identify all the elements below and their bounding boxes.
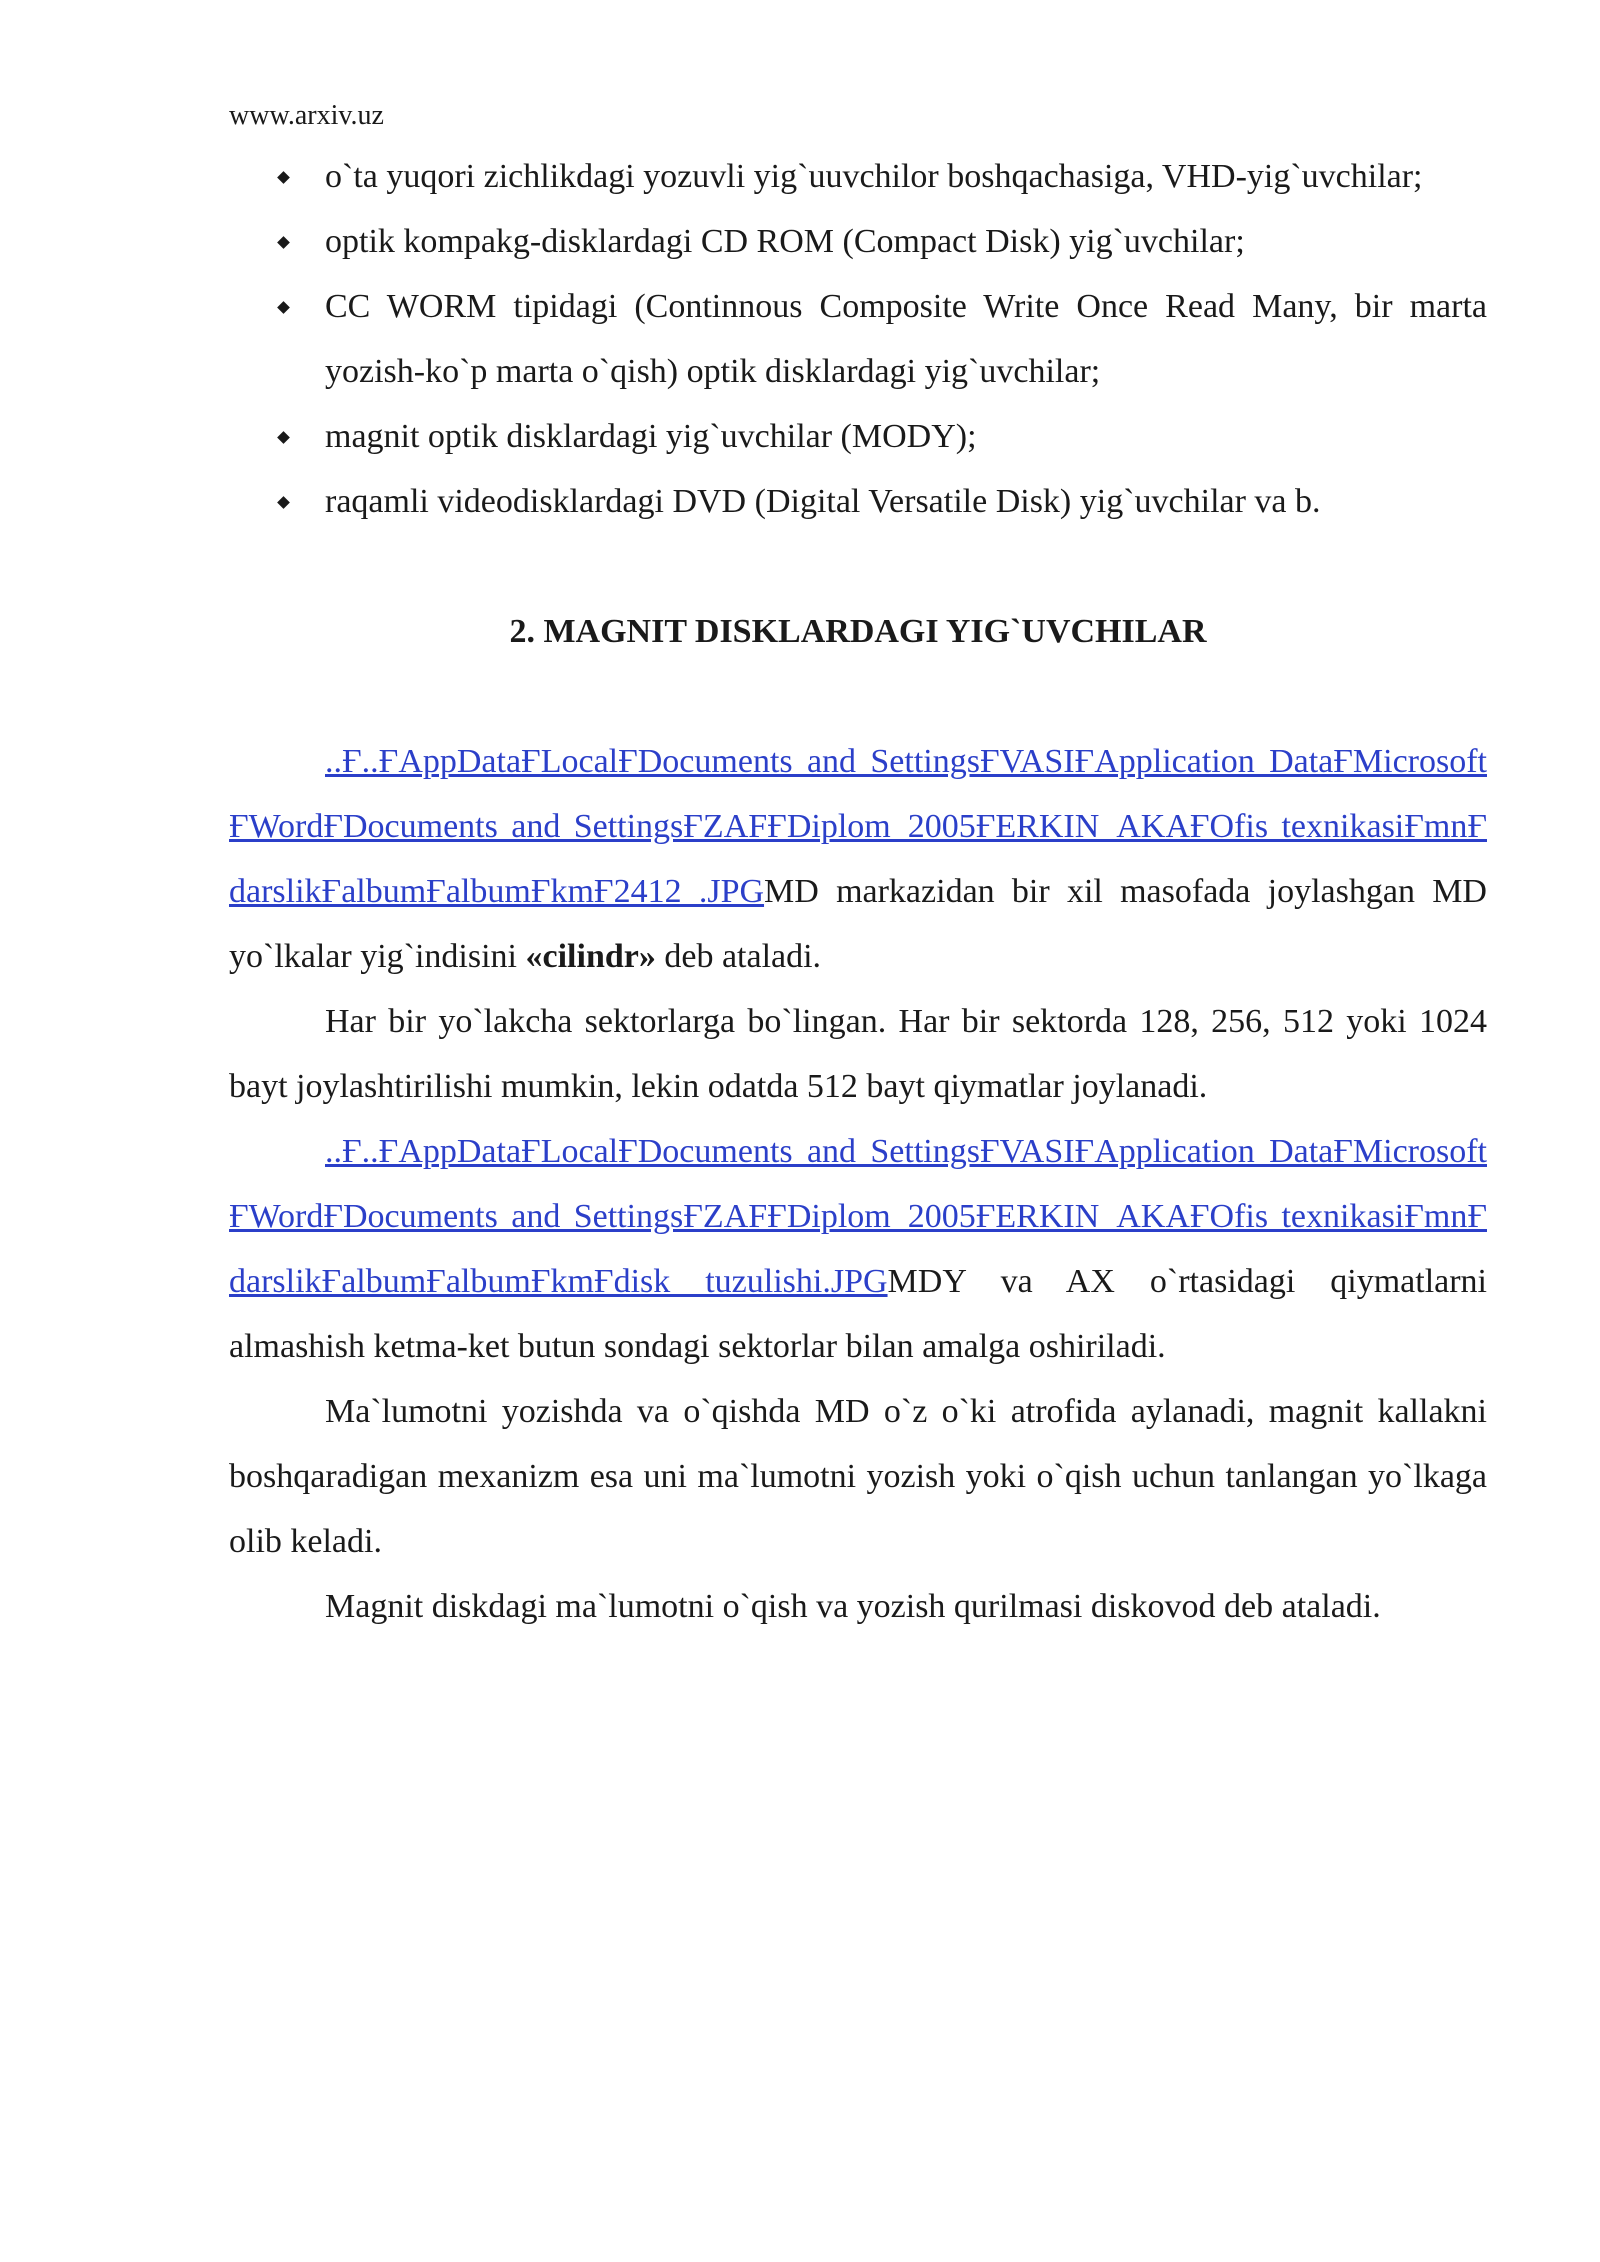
image-file-link[interactable]: ..Ғ..ҒAppDataҒLocalҒDocuments and SettingsҒVASIҒApplication DataҒMicrosoftҒWordҒDocuments and SettingsҒZAFҒDiplom_2005ҒERKIN_AKAҒOfis texnikasiҒmnҒdarslikҒalbumҒalbumҒkmҒ2412 .JPG: [229, 743, 1487, 910]
diamond-bullet-icon: [277, 431, 290, 444]
paragraph-cylinder: [229, 729, 1487, 989]
paragraph-rotation: Ma`lumotni yozishda va o`qishda MD o`z o`ki atrofida aylanadi, magnit kallakni boshqaradigan mexanizm esa uni ma`lumotni yozish yoki o`qish uchun tanlangan yo`lkaga olib keladi.: [229, 1393, 1487, 1560]
image-file-link[interactable]: ..Ғ..ҒAppDataҒLocalҒDocuments and SettingsҒVASIҒApplication DataҒMicrosoftҒWordҒDocuments and SettingsҒZAFҒDiplom_2005ҒERKIN_AKAҒOfis texnikasiҒmnҒdarslikҒalbumҒalbumҒkmҒdisk tuzulishi.JPG: [229, 1133, 1487, 1300]
list-item: [229, 469, 1487, 534]
list-item-text: raqamli videodisklardagi DVD (Digital Versatile Disk) yig`uvchilar va b.: [325, 483, 1321, 520]
list-item-text: optik kompakg-disklardagi CD ROM (Compact Disk) yig`uvchilar;: [325, 223, 1245, 260]
diamond-bullet-icon: [277, 236, 290, 249]
list-item: [229, 404, 1487, 469]
paragraph-text: MDY va AX o`rtasidagi qiymatlarni almashish ketma-ket butun sondagi sektorlar bilan amalga oshiriladi.: [229, 1263, 1488, 1365]
term-cilindr: «cilindr»: [525, 938, 656, 975]
paragraph-text: deb ataladi.: [655, 938, 822, 975]
document-content: [229, 144, 1487, 1639]
list-item-text: o`ta yuqori zichlikdagi yozuvli yig`uuvchilor boshqachasiga, VHD-yig`uvchilar;: [325, 158, 1423, 195]
section-title: 2. MAGNIT DISKLARDAGI YIG`UVCHILAR: [509, 613, 1207, 650]
list-item: [229, 209, 1487, 274]
list-item-text: magnit optik disklardagi yig`uvchilar (MODY);: [325, 418, 977, 455]
diamond-bullet-icon: [277, 496, 290, 509]
paragraph-text: MD markazidan bir xil masofada joylashgan MD yo`lkalar yig`indisini: [229, 873, 1487, 975]
bullet-list: [229, 144, 1487, 534]
diamond-bullet-icon: [277, 301, 290, 314]
diamond-bullet-icon: [277, 171, 290, 184]
list-item: [229, 274, 1487, 404]
site-header: www.arxiv.uz: [229, 100, 384, 131]
paragraph-diskovod: Magnit diskdagi ma`lumotni o`qish va yozish qurilmasi diskovod deb ataladi.: [325, 1588, 1381, 1625]
paragraph-sectors: Har bir yo`lakcha sektorlarga bo`lingan. Har bir sektorda 128, 256, 512 yoki 1024 bayt joylashtirilishi mumkin, lekin odatda 512 bayt qiymatlar joylanadi.: [229, 1003, 1487, 1105]
paragraph-exchange: [229, 1119, 1487, 1379]
list-item-text: CC WORM tipidagi (Continnous Composite Write Once Read Many, bir marta yozish-ko`p marta o`qish) optik disklardagi yig`uvchilar;: [325, 288, 1487, 390]
list-item: [229, 144, 1487, 209]
